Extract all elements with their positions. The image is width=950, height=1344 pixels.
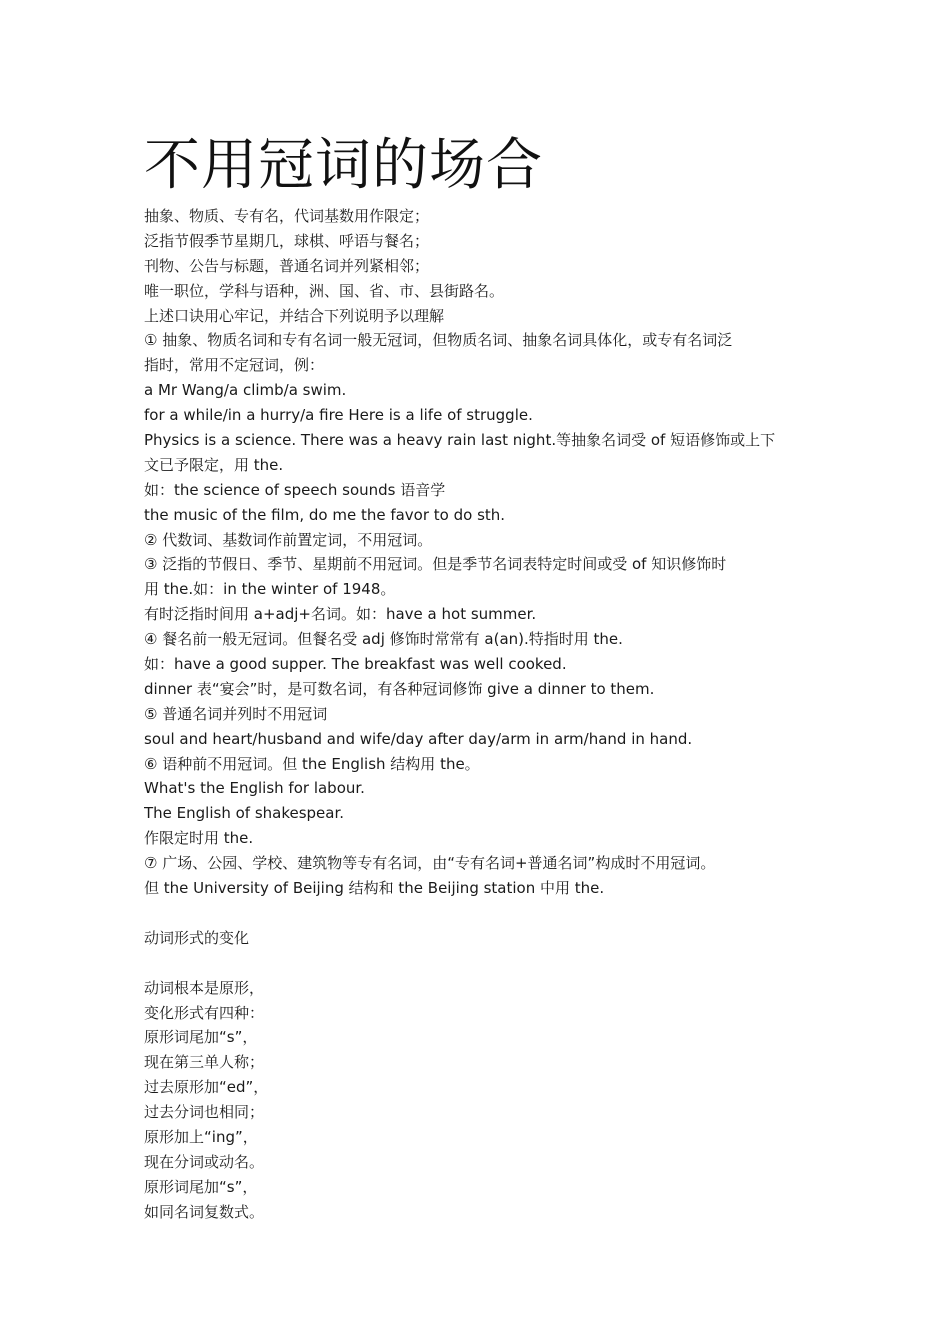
text-line: 变化形式有四种： [144,1003,265,1022]
text-line: a Mr Wang/a climb/a swim. [144,381,347,400]
text-line: 如：have a good supper. The breakfast was well cooked. [144,655,567,674]
text-line: 指时，常用不定冠词，例： [144,356,325,375]
text-line: for a while/in a hurry/a fire Here is a life of struggle. [144,406,533,425]
text-line: 上述口诀用心牢记，并结合下列说明予以理解 [144,306,445,325]
text-line: 刊物、公告与标题，普通名词并列紧相邻； [144,256,430,275]
text-line: 过去原形加“ed”， [144,1078,269,1097]
text-line: 原形词尾加“s”， [144,1028,258,1047]
blank-line [144,951,814,976]
blank-line [144,901,814,926]
document-page [144,128,814,1225]
text-line: ④ 餐名前一般无冠词。但餐名受 adj 修饰时常常有 a(an).特指时用 the. [144,630,623,649]
text-line: soul and heart/husband and wife/day after day/arm in arm/hand in hand. [144,729,693,748]
text-line: 现在第三单人称； [144,1053,265,1072]
text-line: Physics is a science. There was a heavy rain last night.等抽象名词受 of 短语修饰或上下 [144,431,776,450]
text-line: The English of shakespear. [144,804,345,823]
text-line: 泛指节假季节星期几，球棋、呼语与餐名； [144,231,430,250]
text-line: 文已予限定，用 the. [144,455,284,474]
text-line: ⑤ 普通名词并列时不用冠词 [144,704,328,723]
text-line: ② 代数词、基数词作前置定词，不用冠词。 [144,530,433,549]
text-line: 过去分词也相同； [144,1103,265,1122]
text-line: 作限定时用 the. [144,829,254,848]
text-line: 唯一职位，学科与语种，洲、国、省、市、县街路名。 [144,281,505,300]
text-line: 如同名词复数式。 [144,1202,265,1221]
document-body [144,204,814,1225]
text-line: 动词根本是原形， [144,978,265,997]
text-line: 抽象、物质、专有名，代词基数用作限定； [144,207,430,225]
text-line: ③ 泛指的节假日、季节、星期前不用冠词。但是季节名词表特定时间或受 of 知识修饰时 [144,555,727,574]
text-line: 如：the science of speech sounds 语音学 [144,480,446,499]
text-line: 但 the University of Beijing 结构和 the Beijing station 中用 the. [144,879,605,898]
text-line: ① 抽象、物质名词和专有名词一般无冠词，但物质名词、抽象名词具体化，或专有名词泛 [144,331,733,350]
text-line: What's the English for labour. [144,779,365,798]
text-line: dinner 表“宴会”时，是可数名词，有各种冠词修饰 give a dinner to them. [144,679,655,698]
text-line: 原形加上“ing”， [144,1127,258,1146]
text-line: the music of the film, do me the favor to do sth. [144,505,506,524]
page-title: 不用冠词的场合 [144,133,543,198]
text-line: 现在分词或动名。 [144,1152,265,1171]
text-line: ⑥ 语种前不用冠词。但 the English 结构用 the。 [144,754,480,773]
text-line: 动词形式的变化 [144,928,250,947]
text-line: 原形词尾加“s”， [144,1177,258,1196]
text-line: 用 the.如：in the winter of 1948。 [144,580,396,599]
text-line: 有时泛指时间用 a+adj+名词。如：have a hot summer. [144,605,537,624]
text-line: ⑦ 广场、公园、学校、建筑物等专有名词，由“专有名词+普通名词”构成时不用冠词。 [144,854,716,873]
